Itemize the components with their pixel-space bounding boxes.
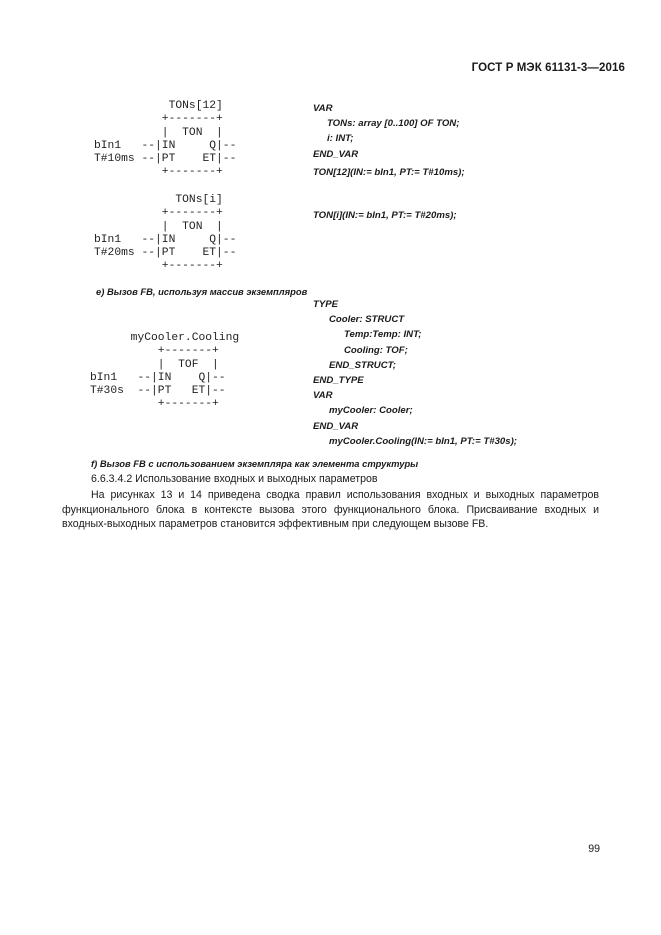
diagram-line: bIn1 --|IN Q|-- xyxy=(94,139,237,152)
page-number: 99 xyxy=(588,843,600,855)
code-line: myCooler: Cooler; xyxy=(329,405,413,417)
code-line: TON[i](IN:= bIn1, PT:= T#20ms); xyxy=(313,210,457,221)
diagram-line: +-------+ xyxy=(94,113,223,126)
code-line: VAR xyxy=(313,103,333,114)
diagram-line: T#10ms --|PT ET|-- xyxy=(94,153,237,166)
diagram-line: +-------+ xyxy=(94,207,223,220)
fb-diagram-mycooler xyxy=(90,332,239,412)
code-line: myCooler.Cooling(IN:= bIn1, PT:= T#30s); xyxy=(329,435,517,447)
diagram-line: myCooler.Cooling xyxy=(90,332,240,344)
code-line: i: INT; xyxy=(327,133,354,145)
code-line: END_VAR xyxy=(313,420,359,432)
code-line: TYPE xyxy=(313,299,339,310)
body-paragraph: На рисунках 13 и 14 приведена сводка правил использования входных и выходных параметров функционального блока в контексте вызова этого функционального блока. Присваивание входных и входных-выходных параметров становится эффективным при следующем вызове FB. xyxy=(62,489,599,531)
diagram-line: +-------+ xyxy=(90,398,219,411)
fb-diagram-tons-12 xyxy=(94,100,236,180)
diagram-line: T#30s --|PT ET|-- xyxy=(90,385,226,398)
diagram-line: +-------+ xyxy=(94,166,223,179)
code-line: END_STRUCT; xyxy=(329,359,396,371)
diagram-line: bIn1 --|IN Q|-- xyxy=(94,233,237,246)
diagram-line: | TOF | xyxy=(90,358,219,371)
code-line: TONs: array [0..100] OF TON; xyxy=(327,118,460,130)
diagram-line: bIn1 --|IN Q|-- xyxy=(90,371,226,384)
diagram-line: | TON | xyxy=(94,220,223,233)
code-block-e2 xyxy=(313,208,457,223)
code-line: VAR xyxy=(313,390,333,402)
diagram-line: +-------+ xyxy=(90,345,219,358)
caption-e: e) Вызов FB, используя массив экземпляров xyxy=(96,286,308,297)
diagram-line: +-------+ xyxy=(94,260,223,273)
code-line: Cooler: STRUCT xyxy=(329,314,405,326)
diagram-line: TONs[12] xyxy=(94,100,223,112)
code-line: END_TYPE xyxy=(313,375,364,387)
caption-f: f) Вызов FB с использованием экземпляра как элемента структуры xyxy=(91,458,419,469)
code-line: END_VAR xyxy=(313,148,359,160)
diagram-line: | TON | xyxy=(94,126,223,139)
code-line: Temp:Temp: INT; xyxy=(344,329,422,341)
code-line: Cooling: TOF; xyxy=(344,344,408,356)
standard-header: ГОСТ Р МЭК 61131-3—2016 xyxy=(471,62,625,74)
code-block-e1 xyxy=(313,101,465,180)
diagram-line: T#20ms --|PT ET|-- xyxy=(94,247,237,260)
section-title: 6.6.3.4.2 Использование входных и выходных параметров xyxy=(91,473,378,485)
code-line: TON[12](IN:= bIn1, PT:= T#10ms); xyxy=(313,166,465,178)
diagram-line: TONs[i] xyxy=(94,194,223,206)
code-block-f xyxy=(313,297,517,449)
fb-diagram-tons-i xyxy=(94,194,236,274)
